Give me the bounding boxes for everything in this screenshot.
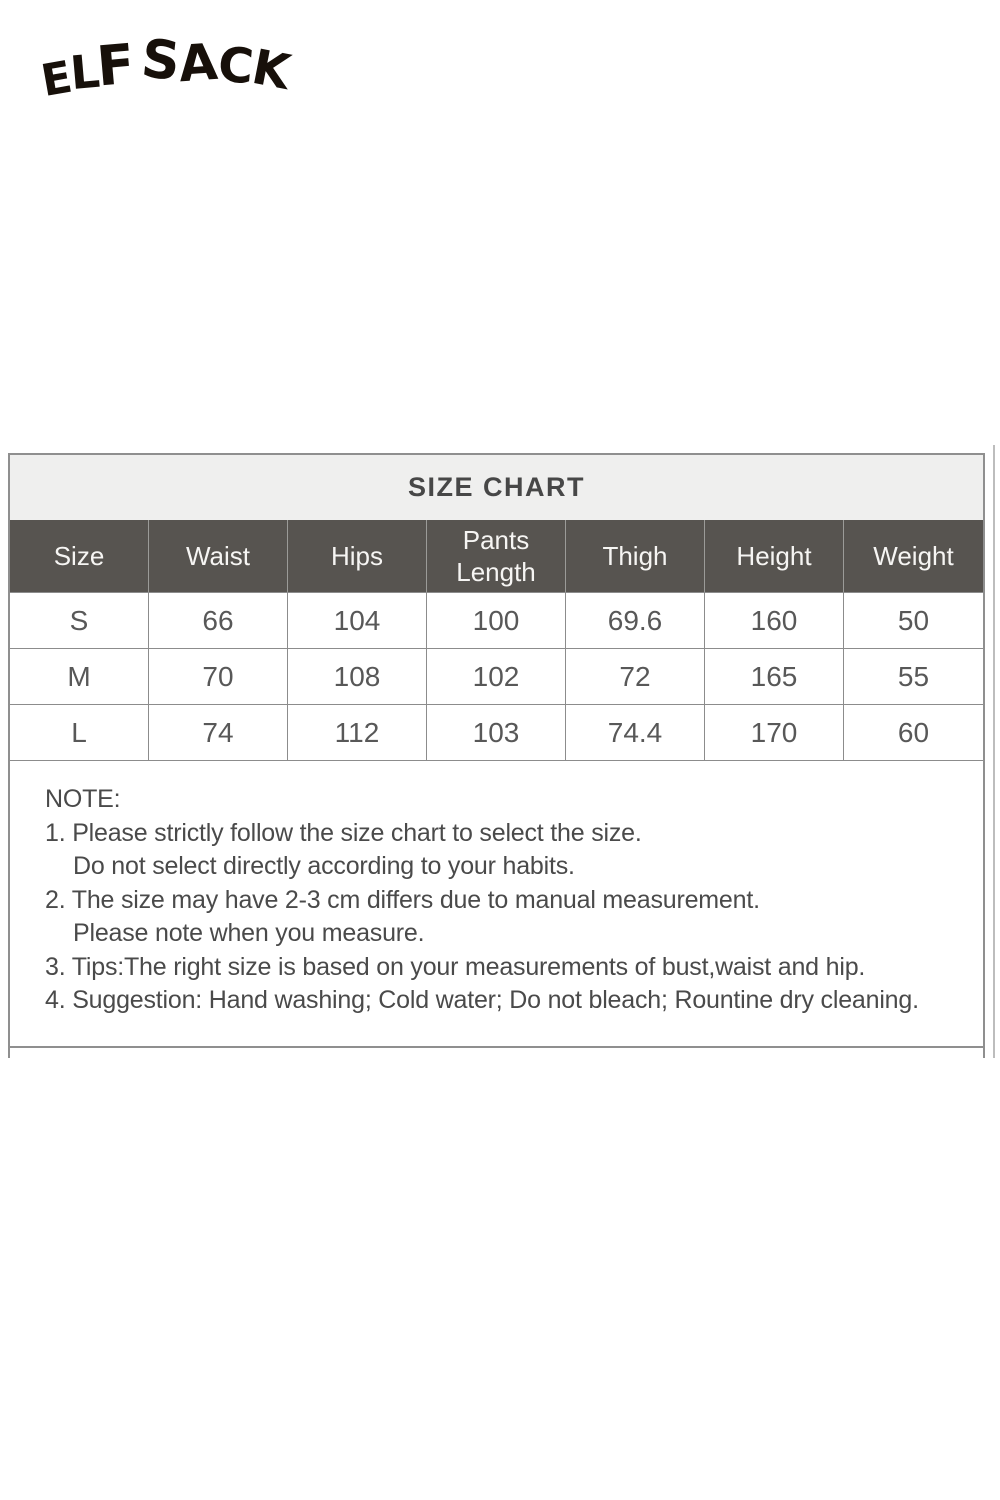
table-cell: 165 (705, 648, 844, 704)
note-line-3: 3. Tips:The right size is based on your measurements of bust,waist and hip. (45, 952, 866, 981)
notes-section (10, 760, 983, 1048)
table-cell-size-l: L (10, 704, 149, 760)
note-line-4: 4. Suggestion: Hand washing; Cold water; Do not bleach; Rountine dry cleaning. (45, 986, 919, 1014)
table-cell: 60 (844, 704, 983, 760)
column-header-waist: Waist (149, 520, 288, 592)
column-header-height: Height (705, 520, 844, 592)
size-chart-title-bar (10, 455, 983, 520)
size-chart-table (10, 520, 983, 760)
table-cell: 160 (705, 592, 844, 648)
note-line-2b: Please note when you measure. (73, 919, 425, 947)
table-cell: 102 (427, 648, 566, 704)
table-cell: 112 (288, 704, 427, 760)
notes-heading: NOTE: (45, 785, 121, 813)
column-header-pants-length: Pants Length (427, 520, 566, 592)
size-chart-sheet (8, 453, 985, 1058)
note-line-1: 1. Please strictly follow the size chart to select the size. (45, 818, 642, 847)
table-cell: 69.6 (566, 592, 705, 648)
adjacent-image-edge (993, 445, 995, 1058)
table-cell: 108 (288, 648, 427, 704)
table-cell: 100 (427, 592, 566, 648)
table-cell: 55 (844, 648, 983, 704)
table-cell: 104 (288, 592, 427, 648)
column-header-size: Size (10, 520, 149, 592)
column-header-weight: Weight (844, 520, 983, 592)
table-cell-size-s: S (10, 592, 149, 648)
column-header-thigh: Thigh (566, 520, 705, 592)
table-cell: 74.4 (566, 704, 705, 760)
table-cell: 74 (149, 704, 288, 760)
table-cell: 72 (566, 648, 705, 704)
note-line-1b: Do not select directly according to your habits. (73, 852, 575, 880)
table-cell-size-m: M (10, 648, 149, 704)
note-line-2: 2. The size may have 2-3 cm differs due to manual measurement. (45, 885, 760, 914)
brand-logo: ELF SACK (37, 28, 295, 108)
table-cell: 170 (705, 704, 844, 760)
table-cell: 103 (427, 704, 566, 760)
table-cell: 70 (149, 648, 288, 704)
size-chart-title: SIZE CHART (408, 472, 585, 502)
column-header-hips: Hips (288, 520, 427, 592)
table-cell: 66 (149, 592, 288, 648)
table-cell: 50 (844, 592, 983, 648)
